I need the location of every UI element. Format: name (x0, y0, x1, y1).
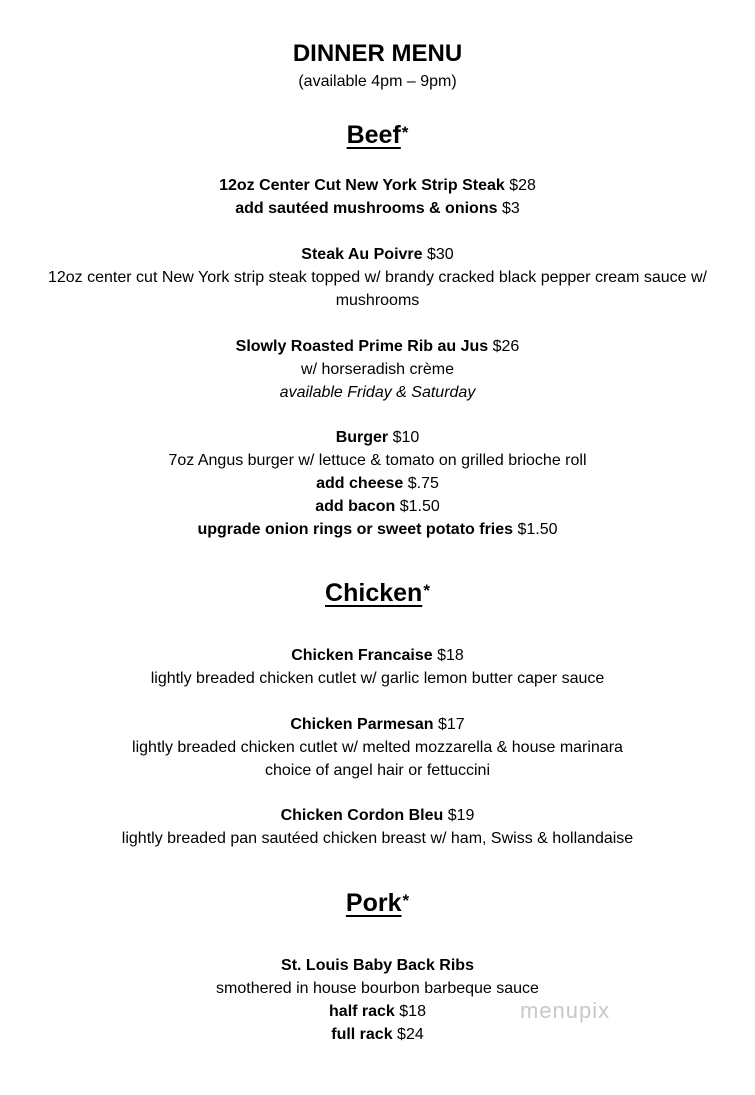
option-price: $24 (397, 1026, 424, 1043)
item-name: Chicken Cordon Bleu (280, 807, 444, 824)
item-name: 12oz Center Cut New York Strip Steak (219, 177, 505, 194)
section-heading-text: Beef (346, 121, 401, 149)
item-name: Steak Au Poivre (301, 246, 423, 263)
addon-price: $1.50 (399, 498, 440, 515)
menu-availability: (available 4pm – 9pm) (298, 73, 457, 90)
item-name: Chicken Francaise (291, 647, 433, 664)
item-description: lightly breaded chicken cutlet w/ garlic lemon butter caper sauce (150, 670, 605, 687)
addon-price: $.75 (407, 475, 439, 492)
item-price: $30 (426, 246, 454, 263)
item-name: Chicken Parmesan (290, 716, 434, 733)
item-price: $17 (437, 716, 465, 733)
item-description: lightly breaded chicken cutlet w/ melted mozzarella & house marinara (132, 739, 623, 756)
item-price: $18 (437, 647, 464, 664)
menu-item-baby-back-ribs (10, 954, 745, 1046)
item-price: $19 (447, 807, 475, 824)
upgrade-price: $1.50 (517, 521, 558, 538)
item-price: $10 (392, 429, 420, 446)
item-price: $26 (492, 338, 520, 355)
option-name: half rack (329, 1003, 395, 1020)
upgrade-name: upgrade onion rings or sweet potato fries (197, 521, 514, 538)
addon-name: add bacon (315, 498, 396, 515)
option-price: $18 (399, 1003, 426, 1020)
item-description: 12oz center cut New York strip steak topped w/ brandy cracked black pepper cream sauce w/ mushrooms (47, 269, 707, 309)
item-description: w/ horseradish crème (301, 361, 454, 378)
menu-item-steak-au-poivre (10, 243, 745, 312)
section-heading-pork (0, 885, 755, 919)
item-availability-note: available Friday & Saturday (279, 384, 476, 401)
menu-item-chicken-francaise (10, 644, 745, 690)
addon-price: $3 (501, 200, 520, 217)
menupix-watermark: menupix (520, 998, 611, 1023)
section-marker: * (402, 891, 410, 910)
item-description: lightly breaded pan sautéed chicken breast w/ ham, Swiss & hollandaise (121, 830, 634, 847)
menu-item-chicken-cordon-bleu (10, 804, 745, 850)
item-name: Slowly Roasted Prime Rib au Jus (235, 338, 489, 355)
section-marker: * (423, 581, 430, 600)
menu-item-chicken-parmesan (10, 713, 745, 782)
section-heading-text: Pork (345, 889, 402, 917)
item-name: Burger (335, 429, 389, 446)
item-price: $28 (509, 177, 536, 194)
addon-name: add cheese (316, 475, 404, 492)
item-description: 7oz Angus burger w/ lettuce & tomato on grilled brioche roll (168, 452, 587, 469)
section-heading-beef (0, 117, 755, 151)
item-description: smothered in house bourbon barbeque sauce (216, 980, 539, 997)
option-name: full rack (331, 1026, 393, 1043)
menu-item-prime-rib (10, 335, 745, 404)
addon-name: add sautéed mushrooms & onions (235, 200, 498, 217)
item-name: St. Louis Baby Back Ribs (281, 957, 474, 974)
item-description-extra: choice of angel hair or fettuccini (264, 762, 490, 779)
section-heading-text: Chicken (325, 579, 423, 607)
menu-item-burger (10, 426, 745, 541)
section-heading-chicken (0, 575, 755, 609)
section-marker: * (401, 123, 409, 142)
menu-title: DINNER MENU (292, 40, 463, 67)
menu-item-strip-steak (10, 174, 745, 220)
